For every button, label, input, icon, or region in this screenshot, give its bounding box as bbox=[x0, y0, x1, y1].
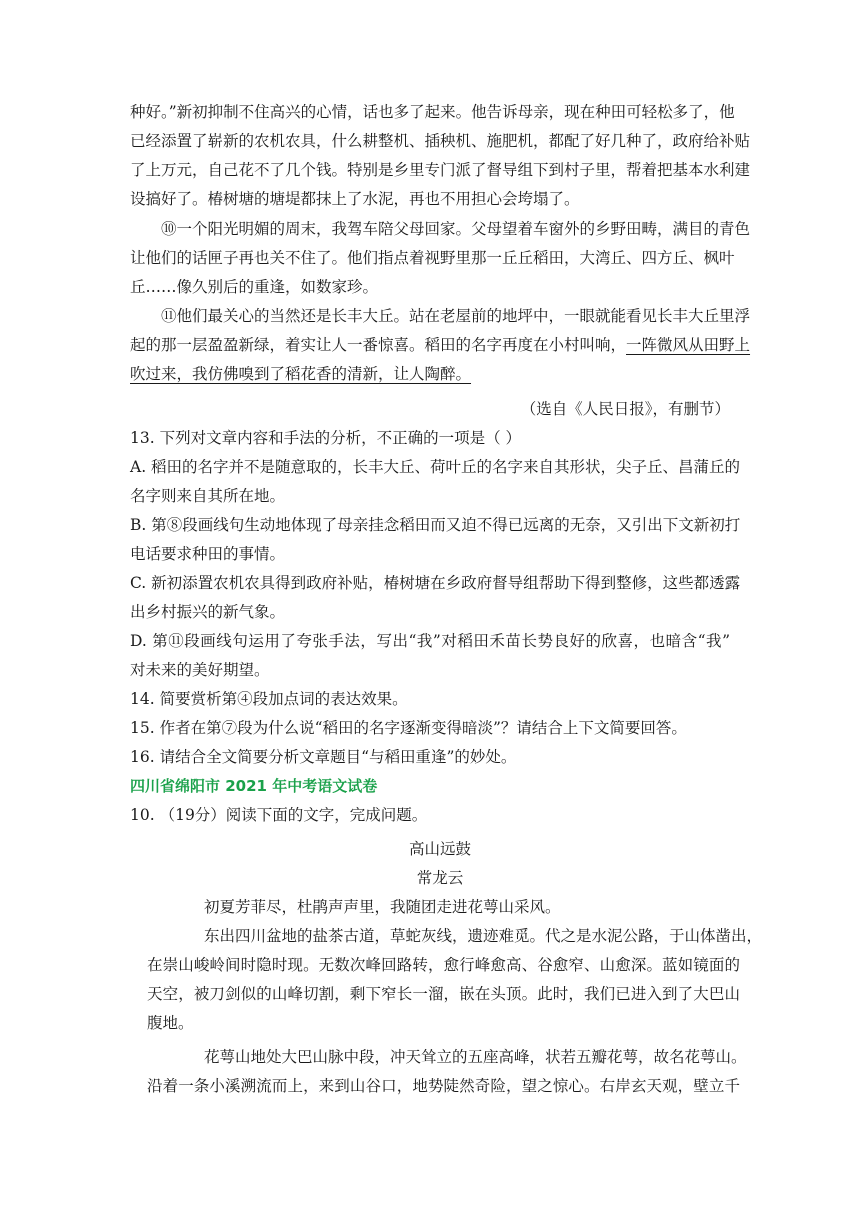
option-b: B. 第⑧段画线句生动地体现了母亲挂念稻田而又迫不得已远离的无奈，又引出下文新初打 bbox=[130, 516, 741, 534]
paragraph-line: 天空，被刀剑似的山峰切割，剩下窄长一溜，嵌在头顶。此时，我们已进入到了大巴山 bbox=[147, 985, 740, 1003]
option-a: A. 稻田的名字并不是随意取的，长丰大丘、荷叶丘的名字来自其形状，尖子丘、昌蒲丘的 bbox=[130, 458, 741, 476]
paragraph-text: 起的那一层盈盈新绿，着实让人一番惊喜。稻田的名字再度在小村叫响， bbox=[130, 336, 627, 354]
underlined-sentence: 一阵微风从田野上 bbox=[626, 336, 751, 354]
paragraph-line: ⑪他们最关心的当然还是长丰大丘。站在老屋前的地坪中，一眼就能看见长丰大丘里浮 bbox=[161, 307, 751, 325]
paragraph-line: 了上万元，自己花不了几个钱。特别是乡里专门派了督导组下到村子里，帮着把基本水利建 bbox=[130, 161, 751, 179]
source-note: （选自《人民日报》，有删节） bbox=[520, 400, 730, 418]
option-b-cont: 电话要求种田的事情。 bbox=[130, 545, 286, 563]
paragraph-line: 花萼山地处大巴山脉中段，冲天耸立的五座高峰，状若五瓣花萼，故名花萼山。 bbox=[204, 1048, 747, 1066]
paragraph-line: 腹地。 bbox=[147, 1014, 194, 1032]
question-16: 16. 请结合全文简要分析文章题目“与稻田重逢”的妙处。 bbox=[130, 748, 517, 766]
article-author: 常龙云 bbox=[416, 869, 464, 887]
question-13: 13. 下列对文章内容和手法的分析，不正确的一项是（ ） bbox=[130, 429, 522, 447]
option-d: D. 第⑪段画线句运用了夸张手法，写出“我”对稻田禾苗长势良好的欣喜，也暗含“我” bbox=[130, 632, 730, 650]
paragraph-line: 丘……像久别后的重逢，如数家珍。 bbox=[130, 278, 379, 296]
paragraph-line: 在崇山峻岭间时隐时现。无数次峰回路转，愈行峰愈高、谷愈窄、山愈深。蓝如镜面的 bbox=[147, 956, 740, 974]
question-15: 15. 作者在第⑦段为什么说“稻田的名字逐渐变得暗淡”？请结合上下文简要回答。 bbox=[130, 719, 687, 737]
option-a-cont: 名字则来自其所在地。 bbox=[130, 487, 286, 505]
section-heading: 四川省绵阳市 2021 年中考语文试卷 bbox=[130, 777, 378, 795]
underlined-sentence: 吹过来，我仿佛嗅到了稻花香的清新，让人陶醉。 bbox=[130, 365, 472, 383]
paragraph-line: ⑩一个阳光明媚的周末，我驾车陪父母回家。父母望着车窗外的乡野田畴，满目的青色 bbox=[161, 220, 751, 238]
option-c: C. 新初添置农机农具得到政府补贴，椿树塘在乡政府督导组帮助下得到整修，这些都透露 bbox=[130, 574, 741, 592]
paragraph-line: 东出四川盆地的盐茶古道，草蛇灰线，遗迹难觅。代之是水泥公路，于山体凿出， bbox=[204, 927, 763, 945]
paragraph-line: 已经添置了崭新的农机农具，什么耕整机、插秧机、施肥机，都配了好几种了，政府给补贴 bbox=[130, 132, 751, 150]
option-d-cont: 对未来的美好期望。 bbox=[130, 661, 270, 679]
paragraph-line: 沿着一条小溪溯流而上，来到山谷口，地势陡然奇险，望之惊心。右岸玄天观，壁立千 bbox=[147, 1077, 740, 1095]
question-10: 10. （19分）阅读下面的文字，完成问题。 bbox=[130, 806, 428, 824]
paragraph-line: 让他们的话匣子再也关不住了。他们指点着视野里那一丘丘稻田，大湾丘、四方丘、枫叶 bbox=[130, 249, 735, 267]
option-c-cont: 出乡村振兴的新气象。 bbox=[130, 603, 286, 621]
paragraph-line: 初夏芳菲尽，杜鹃声声里，我随团走进花萼山采风。 bbox=[204, 898, 561, 916]
question-14: 14. 简要赏析第④段加点词的表达效果。 bbox=[130, 690, 408, 708]
paragraph-line bbox=[130, 335, 751, 355]
paragraph-line: 设搞好了。椿树塘的塘堤都抹上了水泥，再也不用担心会垮塌了。 bbox=[130, 190, 580, 208]
paragraph-line: 种好。”新初抑制不住高兴的心情，话也多了起来。他告诉母亲，现在种田可轻松多了，他 bbox=[130, 103, 735, 121]
article-title: 高山远鼓 bbox=[408, 840, 471, 858]
